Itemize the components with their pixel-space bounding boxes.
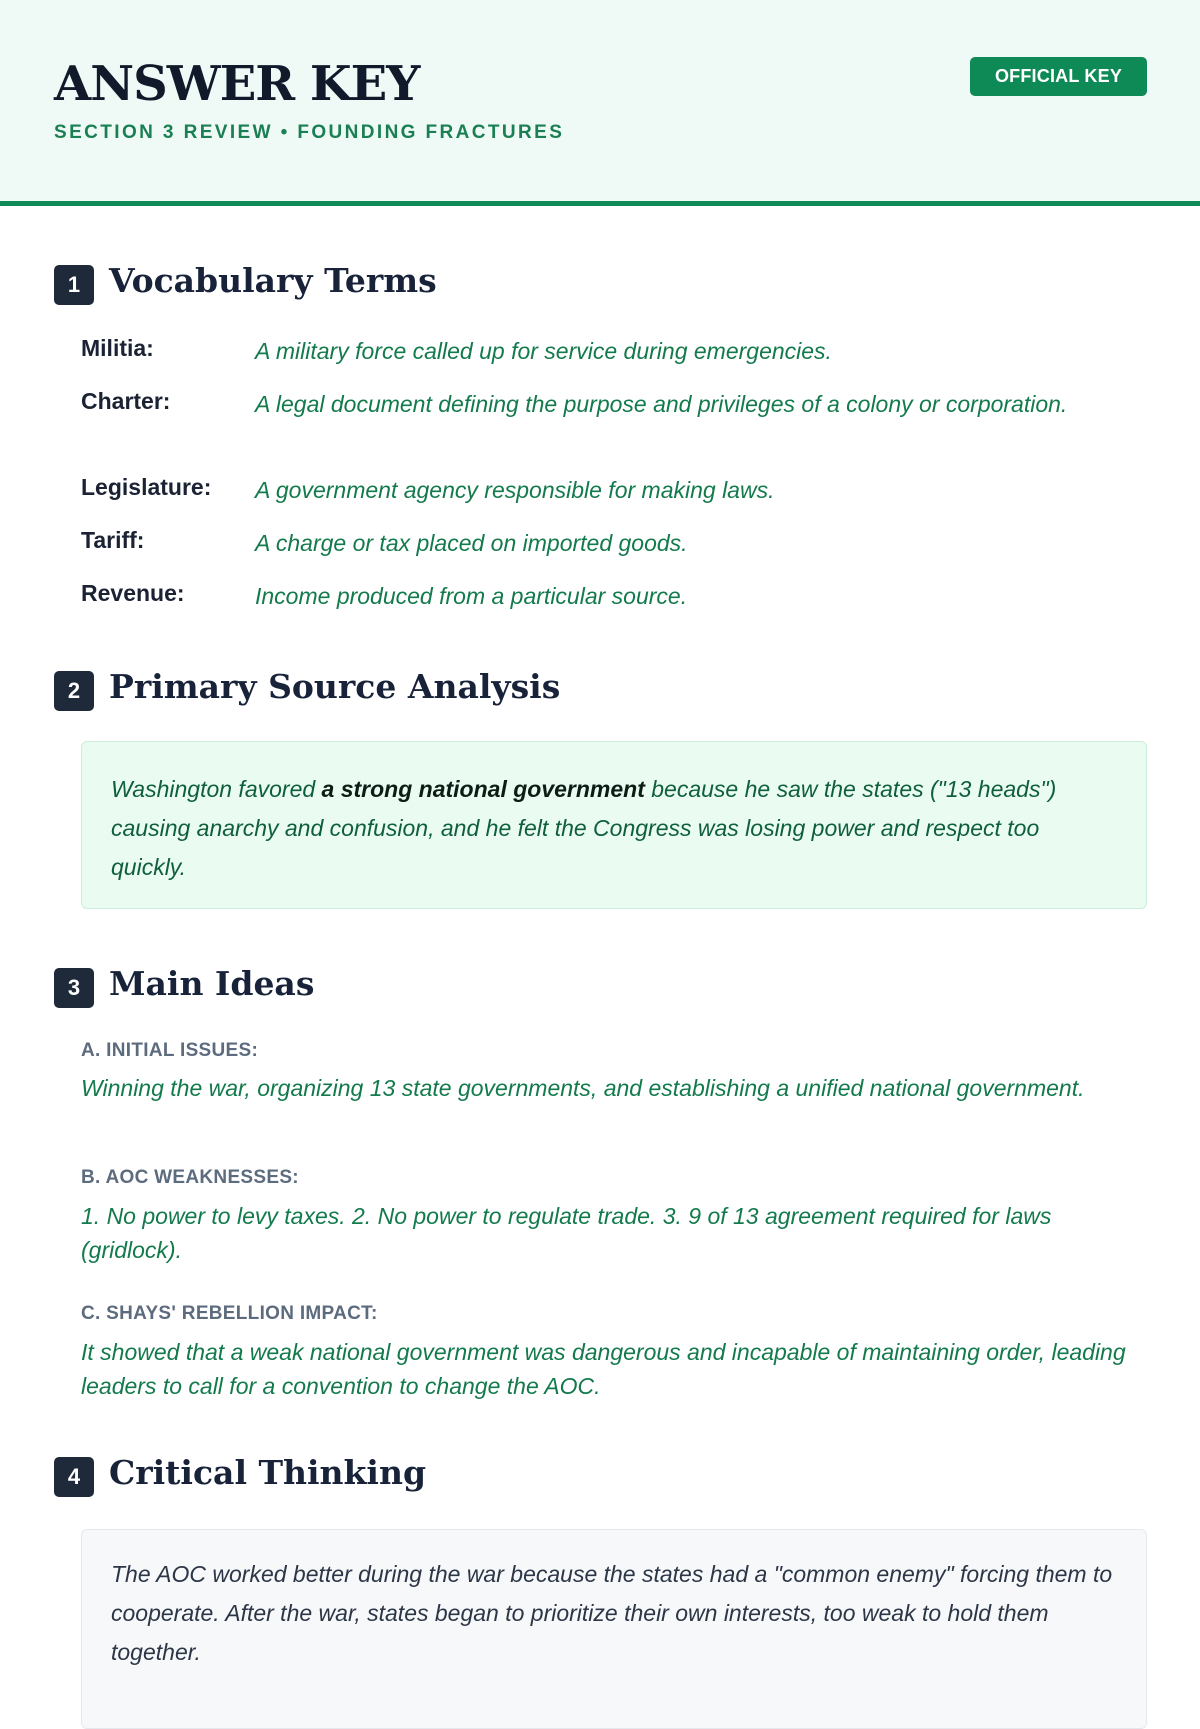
section-title: Critical Thinking (109, 1453, 427, 1492)
idea-text-shays-rebellion: It showed that a weak national government was dangerous and incapable of maintaining order, leading leaders to call for a convention to change the AOC. (81, 1339, 1126, 1399)
section-number: 2 (54, 671, 94, 711)
section-title: Main Ideas (109, 964, 315, 1003)
vocab-definition: A government agency responsible for making laws. (255, 477, 775, 503)
idea-label-shays-rebellion: C. SHAYS' REBELLION IMPACT: (81, 1303, 378, 1324)
idea-text-initial-issues: Winning the war, organizing 13 state governments, and establishing a unified national government. (81, 1075, 1085, 1101)
page-subtitle: SECTION 3 REVIEW • FOUNDING FRACTURES (54, 122, 565, 143)
section-title: Vocabulary Terms (109, 261, 437, 300)
vocab-term: Revenue: (81, 580, 185, 606)
vocab-term: Legislature: (81, 474, 212, 500)
vocab-term: Charter: (81, 388, 171, 414)
vocab-definition: Income produced from a particular source. (255, 583, 688, 609)
official-key-badge: OFFICIAL KEY (970, 57, 1147, 96)
analysis-text-after: because he saw the states ("13 heads") causing anarchy and confusion, and he felt the Congress was losing power and respect too quickly. (111, 776, 1057, 880)
analysis-text-before: Washington favored (111, 776, 322, 802)
critical-thinking-answer-box (81, 1529, 1147, 1729)
vocab-term: Tariff: (81, 527, 145, 553)
page-title: ANSWER KEY (54, 56, 420, 112)
vocab-definition: A charge or tax placed on imported goods. (255, 530, 688, 556)
idea-label-initial-issues: A. INITIAL ISSUES: (81, 1040, 259, 1061)
analysis-answer-box (81, 741, 1147, 909)
header (0, 0, 1200, 206)
section-number: 4 (54, 1457, 94, 1497)
idea-text-aoc-weaknesses: 1. No power to levy taxes. 2. No power to regulate trade. 3. 9 of 13 agreement required for laws (gridlock). (81, 1203, 1052, 1263)
critical-thinking-text: The AOC worked better during the war because the states had a "common enemy" forcing them to cooperate. After the war, states began to prioritize their own interests, too weak to hold them together. (111, 1561, 1113, 1665)
section-number: 1 (54, 265, 94, 305)
section-number: 3 (54, 968, 94, 1008)
vocab-definition: A legal document defining the purpose and privileges of a colony or corporation. (255, 391, 1068, 417)
idea-label-aoc-weaknesses: B. AOC WEAKNESSES: (81, 1167, 299, 1188)
section-title: Primary Source Analysis (109, 667, 561, 706)
vocab-term: Militia: (81, 335, 154, 361)
vocab-definition: A military force called up for service during emergencies. (255, 338, 832, 364)
analysis-emphasis: a strong national government (321, 776, 645, 802)
